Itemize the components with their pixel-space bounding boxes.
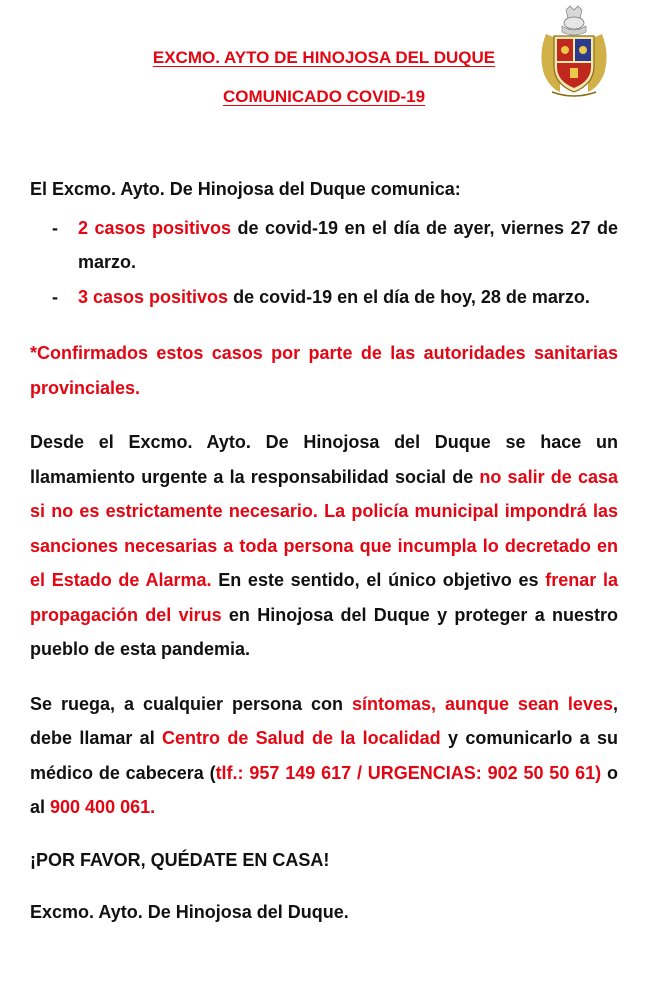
intro-text: El Excmo. Ayto. De Hinojosa del Duque comunica: <box>30 179 461 199</box>
appeal-text-1: Desde el Excmo. Ayto. De Hinojosa del Duque se hace un llamamiento urgente a la responsabilidad social de <box>30 432 618 487</box>
coat-of-arms-icon <box>536 4 612 100</box>
phone-numbers: tlf.: 957 149 617 / URGENCIAS: 902 50 50 61) <box>215 762 602 783</box>
appeal-highlight-2: frenar la propagación del virus <box>30 570 618 625</box>
list-dash: - <box>52 286 58 307</box>
symptoms-text-2: , debe llamar al <box>30 693 618 748</box>
appeal-paragraph <box>30 425 618 667</box>
health-center-highlight: Centro de Salud de la localidad <box>162 728 441 748</box>
document-title: EXCMO. AYTO DE HINOJOSA DEL DUQUE <box>152 48 496 67</box>
cases-list <box>30 211 618 315</box>
case-text: de covid-19 en el día de hoy, 28 de marzo. <box>228 286 590 307</box>
case-highlight: 2 casos positivos <box>78 217 232 238</box>
document-body <box>30 172 618 930</box>
document-subtitle: COMUNICADO COVID-19 <box>222 87 426 106</box>
symptoms-text-3: y comunicarlo a su médico de cabecera ( <box>30 728 618 783</box>
case-text: de covid-19 en el día de ayer, viernes 27 de marzo. <box>78 217 618 272</box>
signature: Excmo. Ayto. De Hinojosa del Duque. <box>30 902 349 922</box>
list-dash: - <box>52 217 58 238</box>
appeal-text-2: En este sentido, el único objetivo es <box>211 570 546 590</box>
hotline-number: 900 400 061. <box>50 797 156 817</box>
symptoms-text-4: o al <box>30 762 618 817</box>
symptoms-text-1: Se ruega, a cualquier persona con <box>30 693 352 714</box>
list-item <box>30 280 618 315</box>
stay-home-message: ¡POR FAVOR, QUÉDATE EN CASA! <box>30 849 330 870</box>
list-item <box>30 211 618 280</box>
appeal-highlight-1: no salir de casa si no es estrictamente necesario. La policía municipal impondrá las sanciones necesarias a toda persona que incumpla lo decretado en el Estado de Alarma. <box>30 466 618 590</box>
symptoms-highlight-1: síntomas, aunque sean leves <box>351 693 613 714</box>
symptoms-paragraph <box>30 687 618 825</box>
case-highlight: 3 casos positivos <box>78 286 229 307</box>
confirmation-note: *Confirmados estos casos por parte de las autoridades sanitarias provinciales. <box>30 343 618 398</box>
appeal-text-3: en Hinojosa del Duque y proteger a nuestro pueblo de esta pandemia. <box>30 604 618 659</box>
